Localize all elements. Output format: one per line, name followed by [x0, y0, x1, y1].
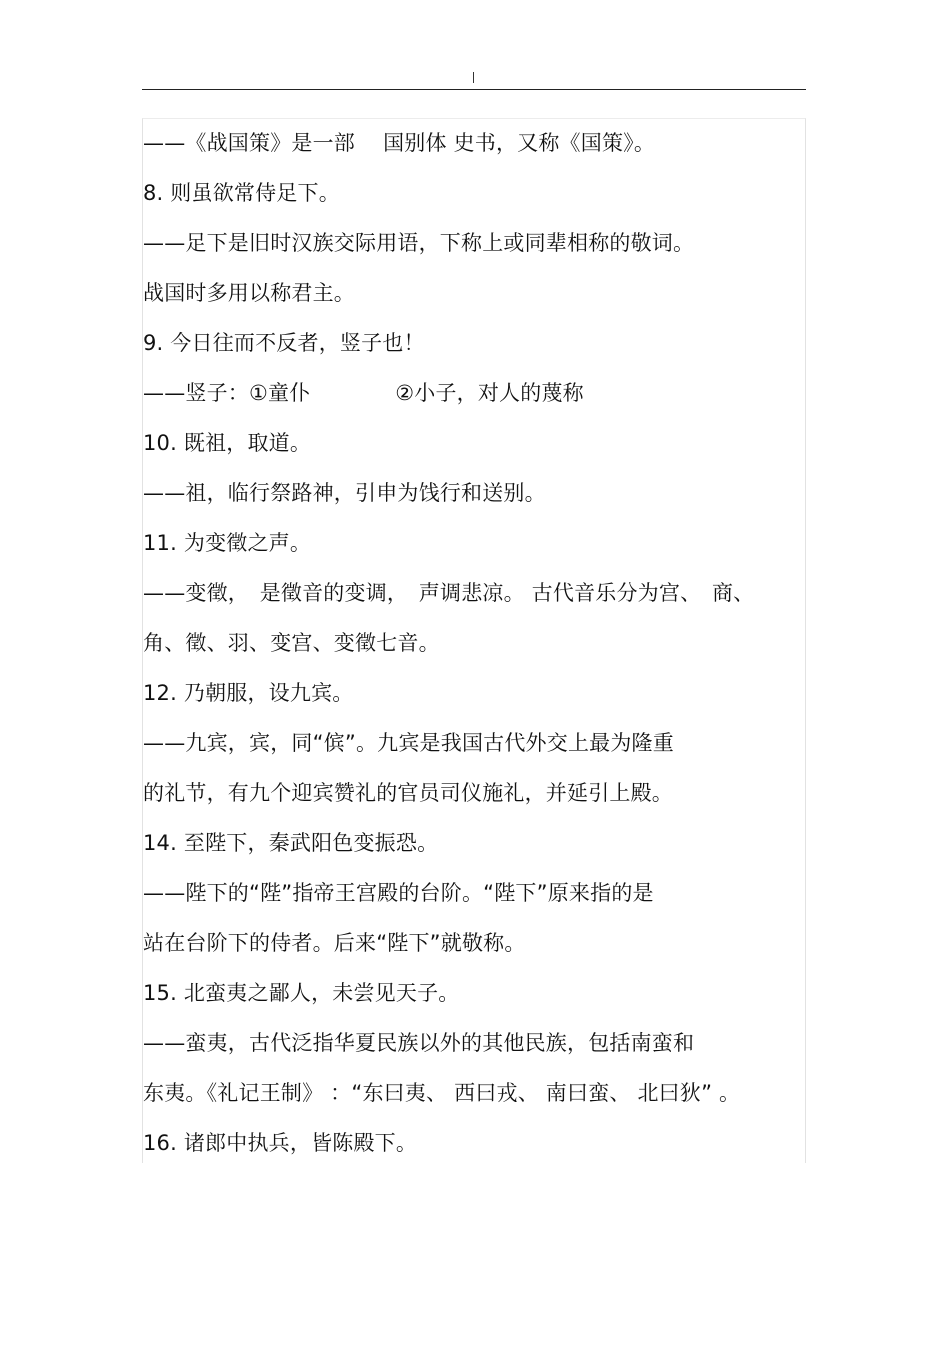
document-body [143, 118, 805, 1168]
text-line: 12. 乃朝服，设九宾。 [143, 681, 354, 705]
text-line: 16. 诸郎中执兵，皆陈殿下。 [143, 1131, 418, 1155]
text-line: 14. 至陛下，秦武阳色变振恐。 [143, 831, 439, 855]
text-line: 9. 今日往而不反者，竖子也！ [143, 331, 425, 355]
text-line: ——《战国策》是一部 国别体 史书，又称《国策》。 [143, 131, 656, 155]
text-line: ——祖，临行祭路神，引申为饯行和送别。 [143, 481, 546, 505]
text-line: ——竖子：①童仆 ②小子，对人的蔑称 [143, 381, 584, 405]
text-line: 东夷。《礼记王制》 ：“东曰夷、 西曰戎、 南曰蛮、 北曰狄” 。 [143, 1081, 741, 1105]
text-line: ——蛮夷，古代泛指华夏民族以外的其他民族，包括南蛮和 [143, 1031, 695, 1055]
header-rule [142, 89, 806, 90]
text-line: ——变徵， 是徵音的变调， 声调悲凉。 古代音乐分为宫、 商、 [143, 581, 755, 605]
text-line: 战国时多用以称君主。 [143, 281, 355, 305]
text-line: ——陛下的“陛”指帝王宫殿的台阶。“陛下”原来指的是 [143, 881, 654, 905]
text-line: 的礼节，有九个迎宾赞礼的官员司仪施礼，并延引上殿。 [143, 781, 673, 805]
text-line: ——九宾，宾，同“傧”。九宾是我国古代外交上最为隆重 [143, 731, 674, 755]
text-line: ——足下是旧时汉族交际用语，下称上或同辈相称的敬词。 [143, 231, 695, 255]
text-line: 8. 则虽欲常侍足下。 [143, 181, 340, 205]
text-line: 站在台阶下的侍者。后来“陛下”就敬称。 [143, 931, 526, 955]
text-line: 15. 北蛮夷之鄙人，未尝见天子。 [143, 981, 460, 1005]
text-line: 10. 既祖，取道。 [143, 431, 312, 455]
text-line: 角、徵、羽、变宫、变徵七音。 [143, 631, 440, 655]
header-tick-mark [473, 72, 474, 83]
text-line: 11. 为变徵之声。 [143, 531, 312, 555]
